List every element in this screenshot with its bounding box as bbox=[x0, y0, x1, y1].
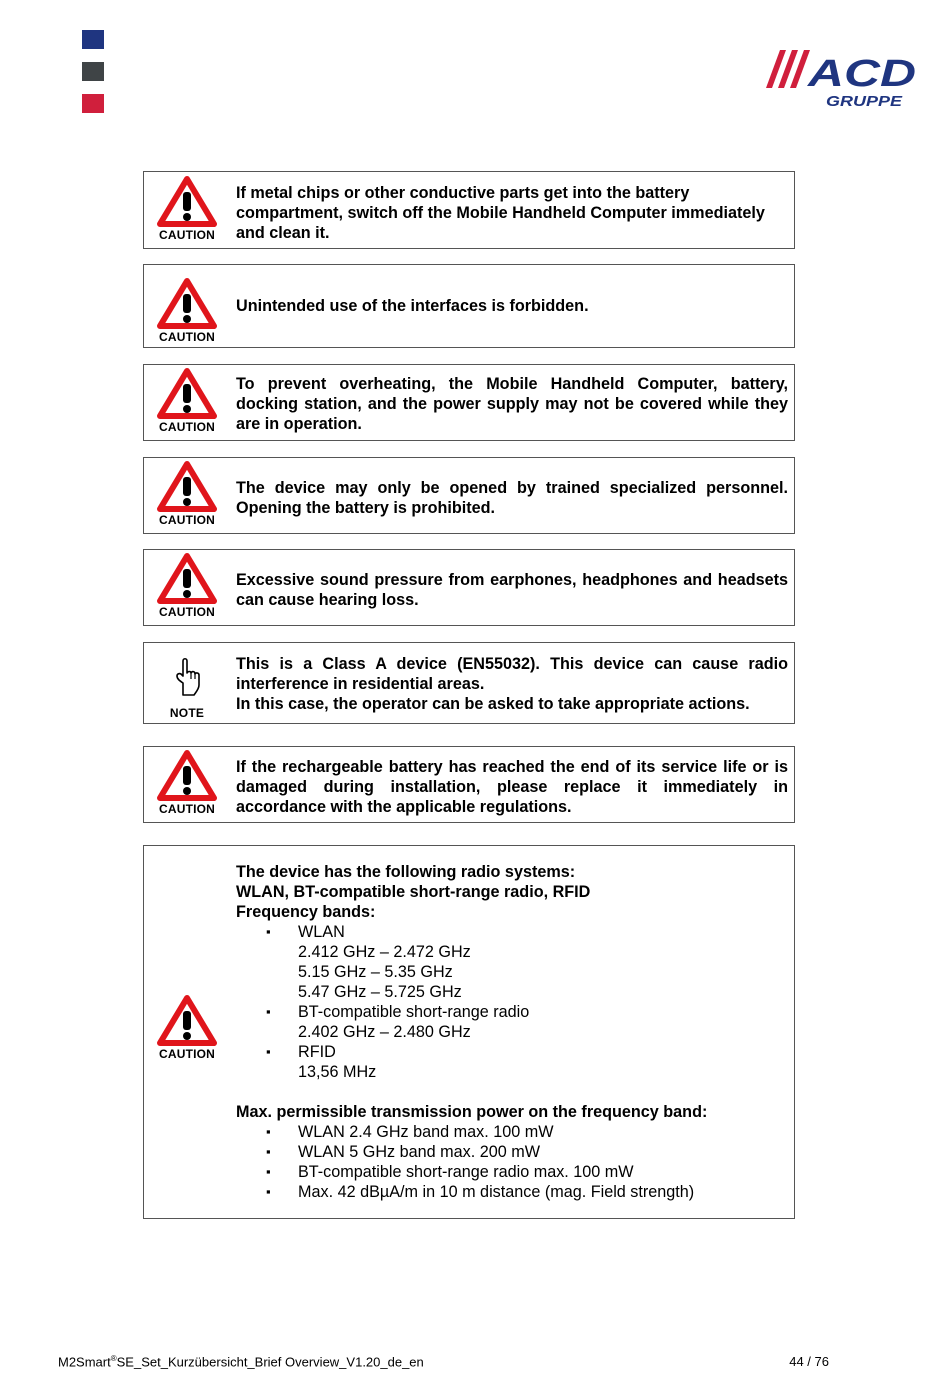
notice-text-body-2: In this case, the operator can be asked to take appropriate actions. bbox=[236, 695, 750, 713]
radio-systems-box bbox=[143, 845, 795, 1219]
note-box bbox=[143, 642, 795, 724]
band-name: BT-compatible short-range radio bbox=[298, 1003, 530, 1021]
caution-symbol bbox=[144, 749, 230, 816]
band-name: RFID bbox=[298, 1043, 336, 1061]
notice-text bbox=[236, 757, 788, 817]
footer-page-number: 44 / 76 bbox=[789, 1354, 829, 1369]
band-name: WLAN bbox=[298, 923, 345, 941]
caution-symbol bbox=[144, 175, 230, 242]
warning-triangle-icon bbox=[156, 277, 218, 329]
power-heading: Max. permissible transmission power on the frequency band: bbox=[236, 1103, 708, 1121]
warning-triangle-icon bbox=[156, 994, 218, 1046]
power-item: ▪ BT-compatible short-range radio max. 100 mW bbox=[236, 1162, 788, 1182]
header-square-red bbox=[82, 94, 104, 113]
logo-main-text: ACD bbox=[806, 53, 916, 95]
power-item: ▪ Max. 42 dBµA/m in 10 m distance (mag. Field strength) bbox=[236, 1182, 788, 1202]
header-square-gray bbox=[82, 62, 104, 81]
notice-text bbox=[236, 478, 788, 518]
warning-triangle-icon bbox=[156, 552, 218, 604]
radio-systems-list: WLAN, BT-compatible short-range radio, RFID bbox=[236, 883, 591, 901]
notice-text bbox=[236, 570, 788, 610]
notice-text-body: Excessive sound pressure from earphones, headphones and headsets can cause hearing loss. bbox=[236, 571, 788, 609]
notice-text bbox=[236, 374, 788, 434]
band-item bbox=[236, 922, 788, 1002]
caution-box bbox=[143, 549, 795, 626]
warning-triangle-icon bbox=[156, 749, 218, 801]
caution-symbol bbox=[144, 367, 230, 434]
caution-label: CAUTION bbox=[158, 420, 216, 434]
band-range: 5.15 GHz – 5.35 GHz bbox=[298, 963, 453, 981]
band-range: 13,56 MHz bbox=[298, 1063, 377, 1081]
band-item bbox=[236, 1042, 788, 1082]
band-range: 5.47 GHz – 5.725 GHz bbox=[298, 983, 462, 1001]
radio-intro: The device has the following radio systems: bbox=[236, 863, 576, 881]
notice-text-body: The device may only be opened by trained specialized personnel. Opening the battery is prohibited. bbox=[236, 479, 788, 517]
band-item bbox=[236, 1002, 788, 1042]
caution-symbol bbox=[144, 277, 230, 344]
note-symbol bbox=[144, 655, 230, 720]
warning-triangle-icon bbox=[156, 367, 218, 419]
caution-box bbox=[143, 171, 795, 249]
footer-document-name bbox=[58, 1354, 424, 1369]
frequency-bands-heading: Frequency bands: bbox=[236, 903, 376, 921]
caution-label: CAUTION bbox=[158, 228, 216, 242]
warning-triangle-icon bbox=[156, 460, 218, 512]
caution-label: CAUTION bbox=[158, 330, 216, 344]
notice-text-body: To prevent overheating, the Mobile Handheld Computer, battery, docking station, and the power supply may not be covered while they are in operation. bbox=[236, 375, 788, 433]
caution-box bbox=[143, 364, 795, 441]
radio-systems-content bbox=[236, 862, 788, 1202]
power-item: ▪ WLAN 5 GHz band max. 200 mW bbox=[236, 1142, 788, 1162]
caution-label: CAUTION bbox=[158, 605, 216, 619]
notice-text bbox=[236, 183, 788, 243]
note-label: NOTE bbox=[169, 706, 205, 720]
caution-box bbox=[143, 264, 795, 348]
caution-label: CAUTION bbox=[158, 1047, 216, 1061]
notice-text-body: If metal chips or other conductive parts get into the battery compartment, switch off the Mobile Handheld Computer immediately and clean it. bbox=[236, 184, 765, 242]
notice-text-body: Unintended use of the interfaces is forbidden. bbox=[236, 297, 589, 315]
caution-symbol bbox=[144, 552, 230, 619]
header-square-blue bbox=[82, 30, 104, 49]
power-list bbox=[236, 1122, 788, 1202]
footer-registered-mark: ® bbox=[110, 1354, 117, 1363]
notice-text-body: If the rechargeable battery has reached the end of its service life or is damaged during installation, please replace it immediately in accordance with the applicable regulations. bbox=[236, 758, 788, 816]
footer-doc-suffix: SE_Set_Kurzübersicht_Brief Overview_V1.20_de_en bbox=[116, 1354, 424, 1370]
caution-symbol bbox=[144, 460, 230, 527]
caution-label: CAUTION bbox=[158, 513, 216, 527]
pointing-hand-icon bbox=[172, 655, 202, 699]
band-range: 2.412 GHz – 2.472 GHz bbox=[298, 943, 471, 961]
power-item: ▪ WLAN 2.4 GHz band max. 100 mW bbox=[236, 1122, 788, 1142]
acd-gruppe-logo bbox=[766, 48, 918, 112]
caution-box bbox=[143, 746, 795, 823]
caution-symbol bbox=[144, 994, 230, 1061]
notice-text bbox=[236, 296, 788, 316]
warning-triangle-icon bbox=[156, 175, 218, 227]
notice-text-body: This is a Class A device (EN55032). This device can cause radio interference in residential areas. bbox=[236, 655, 788, 693]
logo-sub-text: GRUPPE bbox=[826, 93, 904, 110]
footer-doc-prefix: M2Smart bbox=[58, 1354, 111, 1370]
frequency-bands-list bbox=[236, 922, 788, 1082]
caution-box bbox=[143, 457, 795, 534]
notice-text bbox=[236, 654, 788, 714]
caution-label: CAUTION bbox=[158, 802, 216, 816]
band-range: 2.402 GHz – 2.480 GHz bbox=[298, 1023, 471, 1041]
